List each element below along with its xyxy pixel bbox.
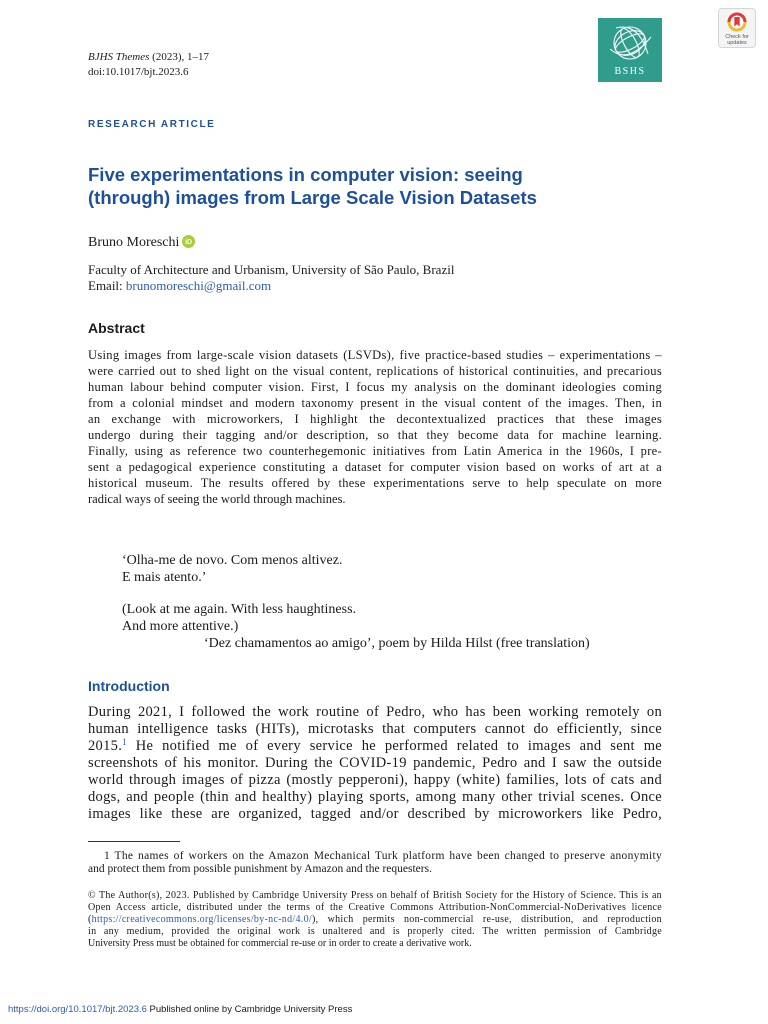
intro-line-with-footnote [88, 738, 662, 755]
badge-text-line2[interactable]: updates [727, 40, 747, 46]
footnote-line: and protect them from possible punishment by Amazon and the requesters. [88, 862, 432, 875]
footnote-ref-1[interactable]: 1 [122, 737, 127, 747]
epigraph-line: And more attentive.) [122, 618, 239, 634]
paren-open: ( [88, 914, 92, 925]
title-line: Five experimentations in computer vision: seeing [88, 164, 523, 185]
published-online-text: Published online by Cambridge University Press [146, 1004, 353, 1015]
licence-link[interactable]: https://creativecommons.org/licenses/by-nc-nd/4.0/ [91, 914, 312, 925]
check-for-updates-graphic[interactable] [718, 8, 756, 48]
abstract-line: an exchange with microworkers, I highlight the decontextualized practices that these images [88, 412, 662, 426]
crossmark-icon [729, 14, 745, 30]
page-footer [8, 1004, 352, 1016]
abstract-line: were carried out to shed light on the visual content, replications of historical continuities, and precarious [88, 364, 662, 378]
intro-line: screenshots of his monitor. During the COVID-19 pandemic, Pedro and I saw the outside [88, 755, 662, 771]
epigraph-line: E mais atento.’ [122, 569, 207, 585]
intro-line: world through images of pizza (mostly pepperoni), happy (white) families, lots of cats and [88, 772, 662, 788]
affiliation: Faculty of Architecture and Urbanism, University of São Paulo, Brazil [88, 262, 455, 277]
email-link[interactable]: brunomoreschi@gmail.com [125, 278, 272, 293]
epigraph-line: (Look at me again. With less haughtiness. [122, 602, 357, 617]
epigraph-original [122, 553, 342, 586]
doi-link[interactable]: https://doi.org/10.1017/bjt.2023.6 [8, 1004, 147, 1015]
epigraph-attribution: ‘Dez chamamentos ao amigo’, poem by Hilda Hilst (free translation) [204, 635, 590, 651]
journal-name: BJHS Themes [88, 51, 150, 63]
journal-header [88, 50, 209, 79]
copyright-notice [88, 890, 662, 950]
epigraph-translation [122, 602, 356, 635]
copyright-line: in any medium, provided the original work is unaltered and is properly cited. The written permission of Cambridge [88, 926, 662, 937]
footnote-line: 1 The names of workers on the Amazon Mechanical Turk platform have been changed to preserve anonymity [104, 849, 662, 862]
intro-line-rest: He notified me of every service he performed related to images and sent me [126, 738, 663, 754]
copyright-line-with-link [88, 914, 662, 926]
abstract-line: Finally, using as reference two counterhegemonic initiatives from Latin America in the 1960s, I pre- [88, 444, 662, 458]
abstract-line: sent a pedagogical experience constituting a dataset for computer vision based on works of art at a [88, 460, 662, 474]
abstract-line: human labour behind computer vision. First, I focus my analysis on the dominant ideologies coming [88, 380, 662, 394]
licence-text: ), which permits non-commercial re-use, distribution, and reproduction [311, 914, 662, 925]
intro-line: images like these are organized, tagged and/or described by microworkers like Pedro, [88, 806, 662, 822]
journal-citation [88, 50, 209, 65]
intro-line: human intelligence tasks (HITs), microtasks that computers cannot do efficiently, since [88, 721, 662, 737]
abstract-line: from a colonial mindset and modern taxonomy present in the visual content of the images. Then, in [88, 396, 662, 410]
intro-line: During 2021, I followed the work routine of Pedro, who has been working remotely on [88, 704, 662, 720]
title-line: (through) images from Large Scale Vision Datasets [88, 187, 537, 208]
intro-line-start: 2015. [88, 738, 123, 754]
bshs-logo [598, 18, 662, 82]
epigraph-line: ‘Olha-me de novo. Com menos altivez. [122, 553, 343, 568]
introduction-heading: Introduction [88, 678, 170, 694]
badge-text-line1[interactable]: Check for [725, 34, 749, 40]
article-title [88, 163, 537, 209]
intro-line: dogs, and people (thin and healthy) playing sports, among many other trivial scenes. Once [88, 789, 662, 805]
copyright-line: © The Author(s), 2023. Published by Cambridge University Press on behalf of British Society for the History of Science. This is an [88, 890, 662, 901]
abstract-line: Using images from large-scale vision datasets (LSVDs), five practice-based studies – experimentations – [88, 348, 662, 362]
author-line [88, 235, 195, 251]
abstract-body [88, 347, 662, 507]
abstract-line: historical museum. The results offered by these experimentations serve to help speculate on more [88, 476, 662, 490]
article-type-label: RESEARCH ARTICLE [88, 119, 216, 130]
article-doi: doi:10.1017/bjt.2023.6 [88, 65, 189, 78]
affiliation-block [88, 262, 454, 294]
footnote [88, 850, 662, 876]
orcid-glyph: iD [185, 239, 193, 247]
abstract-line: undergo during their tagging and/or description, so that they become data for machine learning. [88, 428, 662, 442]
logo-text: BSHS [614, 66, 646, 77]
bshs-logo-graphic [598, 18, 662, 82]
abstract-line: radical ways of seeing the world through machines. [88, 492, 346, 506]
author-name: Bruno Moreschi [88, 235, 180, 250]
email-line [88, 278, 454, 294]
copyright-line: Open Access article, distributed under the terms of the Creative Commons Attribution-NonCommercial-NoDerivatives licence [88, 902, 662, 913]
orcid-icon[interactable] [182, 235, 195, 248]
citation-details: (2023), 1–17 [149, 51, 209, 63]
check-for-updates-badge[interactable] [718, 8, 756, 48]
abstract-heading: Abstract [88, 320, 145, 336]
footnote-rule [88, 841, 180, 842]
email-label: Email: [88, 278, 126, 293]
introduction-body [88, 704, 662, 823]
copyright-line: University Press must be obtained for commercial re-use or in order to create a derivative work. [88, 938, 472, 949]
